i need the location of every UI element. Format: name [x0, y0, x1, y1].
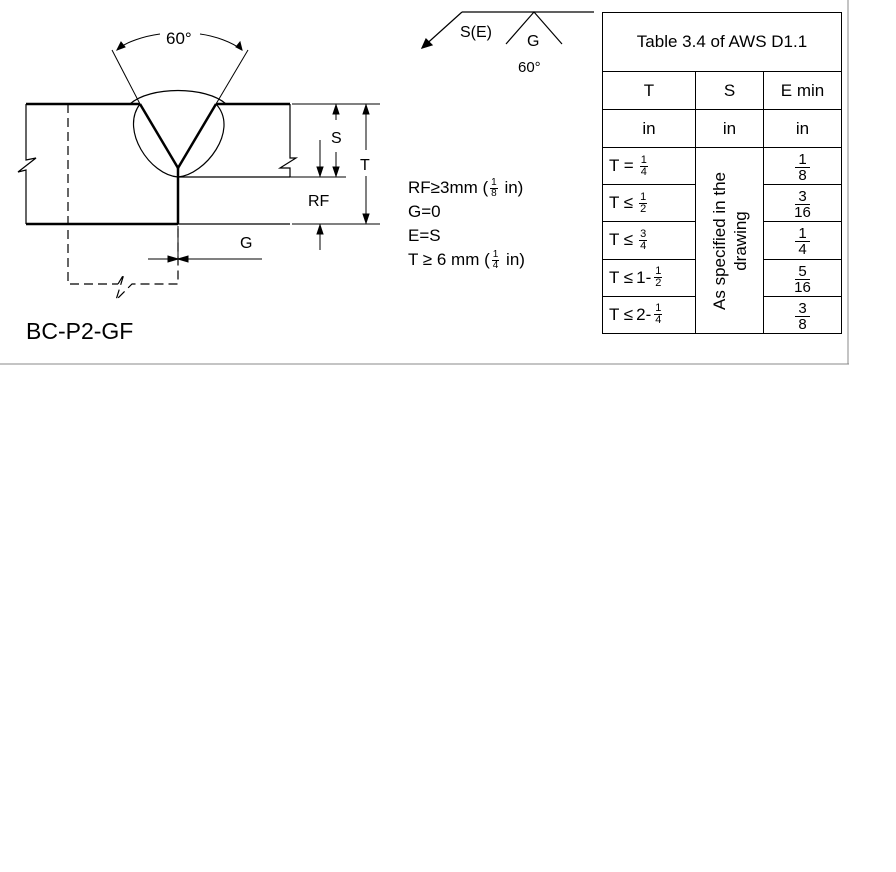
- note-g-text: G=0: [408, 202, 441, 221]
- s-specified-text: As specified in the drawing: [709, 171, 750, 310]
- row-5-e: $\frac{3}{8}$: [764, 296, 842, 333]
- note-rf-num: 1: [491, 176, 497, 188]
- unit-t: in: [603, 110, 696, 148]
- joint-notes: [408, 176, 525, 272]
- unit-e: in: [764, 110, 842, 148]
- row-3-t: T ≤ $\frac{3}{4}$: [603, 222, 696, 259]
- note-t-prefix: T ≥ 6 mm (: [408, 250, 490, 269]
- row-3-e: $\frac{1}{4}$: [764, 222, 842, 259]
- dim-s-label: S: [331, 130, 342, 147]
- header-t: T: [603, 72, 696, 110]
- dim-t-label: T: [360, 157, 370, 174]
- note-g: [408, 200, 525, 224]
- thickness-dimensions: [148, 104, 380, 264]
- note-t-fraction: [492, 250, 500, 271]
- weld-symbol: [422, 12, 594, 48]
- weld-gap-label: G: [527, 33, 540, 50]
- note-rf-fraction: [490, 178, 498, 199]
- note-rf-den: 8: [491, 187, 497, 199]
- note-t-num: 1: [492, 248, 499, 260]
- row-1-e: $\frac{1}{8}$: [764, 148, 842, 185]
- note-rf-prefix: RF≥3mm (: [408, 178, 489, 197]
- dim-rf-label: RF: [308, 193, 330, 210]
- joint-designation: BC-P2-GF: [26, 318, 134, 344]
- row-1-t: T = $\frac{1}{4}$: [603, 148, 696, 185]
- table-row: [603, 148, 842, 185]
- header-s: S: [696, 72, 764, 110]
- row-5-t: T ≤ 2- $\frac{1}{4}$: [603, 296, 696, 333]
- weld-size-label: S(E): [460, 24, 492, 41]
- aws-table: [602, 12, 842, 334]
- unit-s: in: [696, 110, 764, 148]
- weld-groove: [130, 91, 226, 225]
- note-e-text: E=S: [408, 226, 441, 245]
- note-rf: [408, 176, 525, 200]
- row-4-t: T ≤ 1- $\frac{1}{2}$: [603, 259, 696, 296]
- note-rf-suffix: in): [499, 178, 524, 197]
- note-t: [408, 248, 525, 272]
- row-2-e: $\frac{3}{16}$: [764, 185, 842, 222]
- table-title: Table 3.4 of AWS D1.1: [603, 13, 842, 72]
- dim-g-label: G: [240, 235, 253, 252]
- s-specified-cell: [696, 148, 764, 334]
- note-t-suffix: in): [501, 250, 525, 269]
- groove-angle-label: 60°: [166, 29, 192, 48]
- header-e-min: E min: [764, 72, 842, 110]
- row-2-t: T ≤ $\frac{1}{2}$: [603, 185, 696, 222]
- note-t-den: 4: [492, 259, 499, 271]
- note-e: [408, 224, 525, 248]
- row-4-e: $\frac{5}{16}$: [764, 259, 842, 296]
- weld-angle-label: 60°: [518, 59, 541, 76]
